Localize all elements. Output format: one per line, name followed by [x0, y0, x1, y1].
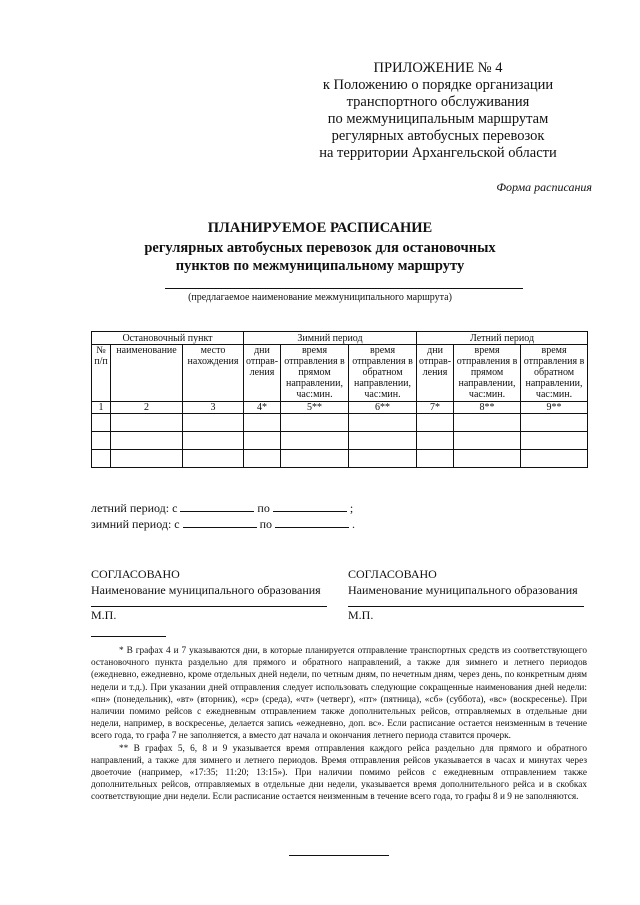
summer-period-line: [91, 500, 353, 516]
table-cell[interactable]: [454, 450, 521, 468]
table-cell[interactable]: [244, 414, 281, 432]
table-cell[interactable]: [349, 450, 417, 468]
route-name-caption: (предлагаемое наименование межмуниципального маршрута): [188, 292, 452, 303]
column-number: 7*: [417, 402, 454, 414]
table-cell[interactable]: [417, 450, 454, 468]
table-cell[interactable]: [183, 414, 244, 432]
table-cell[interactable]: [111, 414, 183, 432]
table-cell[interactable]: [244, 450, 281, 468]
end-separator: [289, 855, 389, 856]
table-row: [92, 450, 588, 468]
column-number: 8**: [454, 402, 521, 414]
to-label: по: [257, 501, 270, 515]
group-header-summer: Летний период: [417, 332, 588, 345]
column-header: время отправления в обратном направлении, час:мин.: [521, 345, 588, 402]
column-number: 2: [111, 402, 183, 414]
table-cell[interactable]: [417, 414, 454, 432]
table-cell[interactable]: [281, 450, 349, 468]
agreed-label: СОГЛАСОВАНО: [348, 567, 437, 581]
table-cell[interactable]: [349, 432, 417, 450]
table-cell[interactable]: [281, 432, 349, 450]
table-cell[interactable]: [183, 432, 244, 450]
to-label: по: [259, 517, 273, 531]
punctuation: .: [352, 517, 356, 531]
table-cell[interactable]: [183, 450, 244, 468]
table-cell[interactable]: [92, 414, 111, 432]
group-header-winter: Зимний период: [244, 332, 417, 345]
appendix-line: по межмуниципальным маршрутам: [327, 111, 549, 127]
form-label: Форма расписания: [496, 180, 592, 194]
agreed-label: СОГЛАСОВАНО: [91, 567, 180, 581]
group-header-stop: Остановочный пункт: [92, 332, 244, 345]
table-cell[interactable]: [244, 432, 281, 450]
table-cell[interactable]: [521, 432, 588, 450]
column-number: 4*: [244, 402, 281, 414]
footnote-1: * В графах 4 и 7 указываются дни, в которые планируется отправление транспортных средств из соответствующего остановочного пункта раздельно для прямого и обратного направлений, а также для зимнего и летнего периодов (ежедневно, ежедневно, кроме отдельных дней недели, по четным дням, по нечетным дням, через день, по конкретным дням недели и т.д.). При указании дней отправления следует использовать следующие сокращенные наименования дней недели: «пн» (понедельник), «вт» (вторник), «ср» (среда), «чт» (четверг), «пт» (пятница), «сб» (суббота), «вс» (воскресенье). При наличии помимо рейсов с ежедневным отправлением также дополнительных рейсов, отправляемых в отдельные дни недели, например, в воскресенье, делается запись «ежедневно, доп. вс». Если расписание остается неизменным в течение всего года, то графа 7 не заполняется, а вместо дат начала и окончания летнего периода ставится прочерк.: [91, 646, 587, 742]
appendix-line: к Положению о порядке организации: [322, 77, 554, 93]
footnote-2: ** В графах 5, 6, 8 и 9 указывается время отправления каждого рейса раздельно для прямого и обратного направлений, а также для зимнего и летнего периодов. Время отправления рейсов указывается в часах и минутах через двоеточие (например, «17:35; 11:20; 13:15»). При наличии помимо рейсов с ежедневным отправлением также дополнительных рейсов, отправляемых в отдельные дни недели, указывается время дополнительного рейса и в скобках соответствующие дни недели. Если расписание остается неизменным в течение всего года, то графы 8 и 9 не заполняются.: [91, 743, 587, 803]
table-cell[interactable]: [417, 432, 454, 450]
table-row: [92, 432, 588, 450]
table-row: [92, 414, 588, 432]
document-subtitle: регулярных автобусных перевозок для остановочных: [144, 240, 496, 256]
table-cell[interactable]: [454, 414, 521, 432]
appendix-line: транспортного обслуживания: [346, 94, 530, 110]
org-name-label: Наименование муниципального образования: [348, 583, 578, 597]
column-header: место нахождения: [183, 345, 244, 402]
column-header: время отправления в обратном направлении, час:мин.: [349, 345, 417, 402]
punctuation: ;: [349, 501, 354, 515]
column-header: наименование: [111, 345, 183, 402]
appendix-number: ПРИЛОЖЕНИЕ № 4: [373, 60, 503, 76]
table-cell[interactable]: [349, 414, 417, 432]
appendix-line: на территории Архангельской области: [319, 145, 557, 161]
column-number: 9**: [521, 402, 588, 414]
summer-start-blank[interactable]: [180, 500, 254, 512]
summer-period-label: летний период: с: [91, 501, 178, 515]
table-cell[interactable]: [281, 414, 349, 432]
column-header: время отправления в прямом направлении, час:мин.: [281, 345, 349, 402]
signature-block-right: [348, 566, 584, 623]
signature-block-left: [91, 566, 327, 623]
column-number: 3: [183, 402, 244, 414]
schedule-table: [91, 331, 588, 468]
table-cell[interactable]: [92, 450, 111, 468]
winter-period-line: [91, 516, 355, 532]
winter-period-label: зимний период: с: [91, 517, 180, 531]
winter-start-blank[interactable]: [183, 516, 257, 528]
winter-end-blank[interactable]: [275, 516, 349, 528]
table-cell[interactable]: [454, 432, 521, 450]
column-number: 5**: [281, 402, 349, 414]
footnotes: [91, 645, 587, 804]
table-cell[interactable]: [521, 450, 588, 468]
table-cell[interactable]: [92, 432, 111, 450]
column-header: время отправления в прямом направлении, час:мин.: [454, 345, 521, 402]
table-cell[interactable]: [521, 414, 588, 432]
column-header: дни отправ-ления: [417, 345, 454, 402]
footnote-separator: [91, 636, 166, 637]
route-name-line[interactable]: [165, 288, 523, 289]
column-number: 6**: [349, 402, 417, 414]
column-header: № п/п: [92, 345, 111, 402]
stamp-label: М.П.: [91, 608, 117, 622]
document-title: ПЛАНИРУЕМОЕ РАСПИСАНИЕ: [207, 220, 433, 236]
stamp-label: М.П.: [348, 608, 374, 622]
document-subtitle: пунктов по межмуниципальному маршруту: [175, 258, 465, 274]
appendix-header: [288, 60, 588, 162]
table-cell[interactable]: [111, 450, 183, 468]
table-cell[interactable]: [111, 432, 183, 450]
summer-end-blank[interactable]: [273, 500, 347, 512]
appendix-line: регулярных автобусных перевозок: [331, 128, 545, 144]
column-header: дни отправ-ления: [244, 345, 281, 402]
column-number: 1: [92, 402, 111, 414]
org-name-label: Наименование муниципального образования: [91, 583, 321, 597]
